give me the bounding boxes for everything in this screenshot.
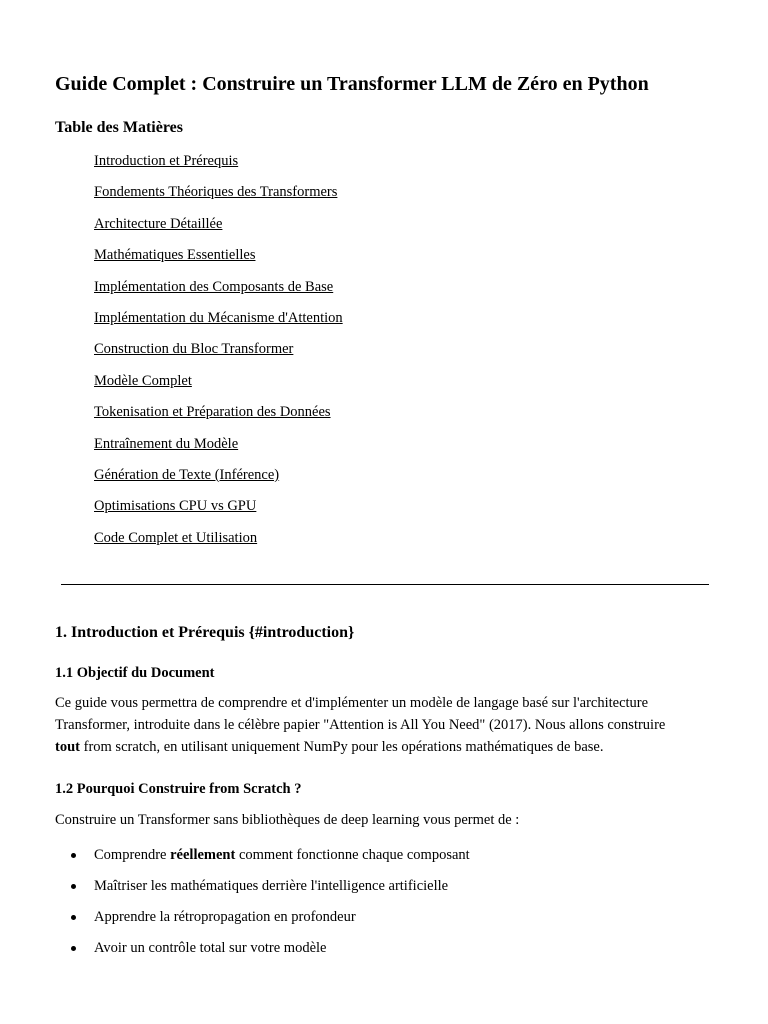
- toc-link-mathematiques[interactable]: Mathématiques Essentielles: [94, 247, 256, 264]
- toc-link-fondements[interactable]: Fondements Théoriques des Transformers: [94, 184, 338, 201]
- pourquoi-intro: Construire un Transformer sans bibliothèques de deep learning vous permet de :: [55, 812, 520, 828]
- bullet-icon: [71, 884, 76, 889]
- paragraph-line: Transformer, introduite dans le célèbre papier "Attention is All You Need" (2017). Nous allons construire: [55, 717, 666, 733]
- subsection-heading-pourquoi: 1.2 Pourquoi Construire from Scratch ?: [55, 781, 302, 797]
- list-item-text: Avoir un contrôle total sur votre modèle: [94, 940, 327, 956]
- paragraph-line-rest: from scratch, en utilisant uniquement NumPy pour les opérations mathématiques de base.: [79, 739, 604, 755]
- toc-link-introduction[interactable]: Introduction et Prérequis: [94, 153, 239, 169]
- horizontal-divider: [61, 584, 709, 585]
- subsection-heading-objectif: 1.1 Objectif du Document: [55, 665, 215, 681]
- toc-heading: Table des Matières: [55, 119, 183, 136]
- bullet-icon: [71, 853, 76, 858]
- toc-link-modele-complet[interactable]: Modèle Complet: [94, 372, 192, 389]
- bullet-icon: [71, 915, 76, 920]
- document-title: Guide Complet : Construire un Transformer LLM de Zéro en Python: [55, 73, 649, 95]
- toc-link-code-complet[interactable]: Code Complet et Utilisation: [94, 529, 258, 546]
- list-item-text: Comprendre réellement comment fonctionne chaque composant: [94, 847, 470, 863]
- objectif-paragraph: [55, 692, 715, 758]
- toc-link-bloc-transformer[interactable]: Construction du Bloc Transformer: [94, 341, 294, 358]
- paragraph-line: [55, 736, 715, 758]
- toc-link-architecture[interactable]: Architecture Détaillée: [94, 215, 223, 232]
- emphasis-text: réellement: [170, 847, 236, 863]
- toc-link-entrainement[interactable]: Entraînement du Modèle: [94, 435, 239, 452]
- list-item-text: Maîtriser les mathématiques derrière l'intelligence artificielle: [94, 878, 449, 894]
- toc-link-optimisations[interactable]: Optimisations CPU vs GPU: [94, 498, 257, 515]
- toc-link-attention[interactable]: Implémentation du Mécanisme d'Attention: [94, 309, 343, 326]
- section-heading-introduction: 1. Introduction et Prérequis {#introduction}: [55, 624, 355, 641]
- toc-link-composants[interactable]: Implémentation des Composants de Base: [94, 278, 334, 295]
- bullet-icon: [71, 946, 76, 951]
- list-item-text: Apprendre la rétropropagation en profondeur: [94, 909, 356, 925]
- emphasis-text: tout: [55, 739, 80, 755]
- toc-link-generation[interactable]: Génération de Texte (Inférence): [94, 466, 280, 483]
- toc-link-tokenisation[interactable]: Tokenisation et Préparation des Données: [94, 404, 331, 421]
- paragraph-line: Ce guide vous permettra de comprendre et d'implémenter un modèle de langage basé sur l'architecture: [55, 695, 649, 711]
